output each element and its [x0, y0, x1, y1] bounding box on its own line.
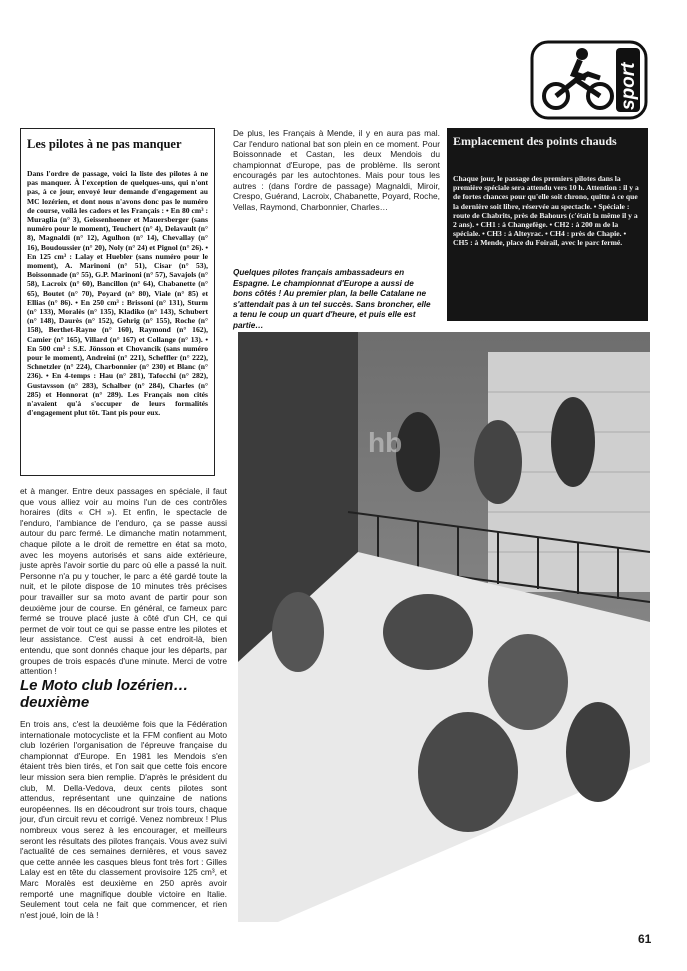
points-chauds-text: Chaque jour, le passage des premiers pilotes dans la première spéciale sera attendu vers 10 h. Attention : il y a de fortes chances pour qu'elle soit chrono, quitte à ce que la dernière soit libre, réservée au spectacle. • Spéciale : route de Chabrits, près de Bahours (c'était la même il y a 2 ans). • CH1 : à Changefège. • CH2 : à 200 m de la spéciale. • CH3 : à Alteyrac. • CH4 : près de Chapie. • CH5 : à Mende, place du Foirail, avec le parc fermé. — [453, 174, 639, 248]
sport-logo-text: sport — [618, 62, 639, 110]
photo-watermark: hb — [368, 427, 403, 458]
points-chauds-title: Emplacement des points chauds — [453, 134, 617, 148]
sport-logo — [530, 40, 648, 120]
pilotes-box — [20, 128, 215, 476]
article-text-left-2: En trois ans, c'est la deuxième fois que la Fédération internationale motocycliste et la FFM confient au Moto club lozérien l'organisation de l'épreuve française du championnat d'Europe. En 1981 les Mendois s'en étaient très bien tirés, et l'on sait que cette fois encore leur mission sera bien remplie. D'après le président du club, M. Della-Vedova, deux cents pilotes sont attendus, représentant une quinzaine de nations européennes. Ils en découdront sur trois tours, chaque jour, d'un circuit revu et corrigé. Venez nombreux ! Plus nombreux vous serez à les encourager, et meilleurs seront les résultats des pilotes français. Vous avez suivi l'actualité de ces semaines dernières, et vous savez que cette année les casques bleus font très fort : Gilles Lalay est en tête du classement provisoire 125 cm³, et Marc Moralès est deuxième en 250 après avoir remporté une magnifique double victoire en Italie. Seulement tout cela ne fait que commencer, et rien n'est joué, loin de là ! — [20, 719, 227, 920]
pilotes-box-text: Dans l'ordre de passage, voici la liste des pilotes à ne pas manquer. À l'exception de quelques-uns, qui n'ont pas, à ce jour, envoyé leur demande d'engagement au MC lozérien, et dont nous n'avons donc pas le numéro de course, voilà les cadors et les Français : • En 80 cm³ : Muraglia (n° 3), Geissenhoener et Mauersberger (sans numéro pour le moment), Teuchert (n° 4), Delavault (n° 8), Magnaldi (n° 12), Agulhon (n° 14), Chevallay (n° 16), Boudoussier (n° 20), Noly (n° 24) et Pignol (n° 26). • En 125 cm³ : Lalay et Huebler (sans numéro pour le moment), A. Marinoni (n° 51), Cisar (n° 53), Boissonnade (n° 55), G.P. Marinoni (n° 57), Savajols (n° 58), Lacroix (n° 60), Bancillon (n° 64), Chabanette (n° 65), Boutet (n° 70), Poyard (n° 80), Viale (n° 85) et Ellias (n° 86). • En 250 cm³ : Brissoni (n° 131), Sturm (n° 133), Moralès (n° 135), Kladiko (n° 143), Schubert (n° 148), Daurès (n° 152), Gehrig (n° 155), Roche (n° 158), Berthet-Rayne (n° 160), Raymond (n° 162), Camier (n° 165), Villard (n° 167) et Collange (n° 13). • En 500 cm³ : S.E. Jönsson et Chovancik (sans numéro pour le moment), Andreini (n° 221), Scheffler (n° 222), Schnetzler (n° 224), Charbonnier (n° 230) et Blanc (n° 236). • En 4-temps : Hau (n° 281), Tafocchi (n° 282), Gustavsson (n° 283), Schalber (n° 284), Charles (n° 285) et Honnorat (n° 289). Les Français non cités n'avaient qu'à s'occuper de leurs formalités d'engagement plut tôt. Tant pis pour eux. — [27, 169, 208, 418]
article-text-middle: De plus, les Français à Mende, il y en aura pas mal. Car l'enduro national bat son plein en ce moment. Pour Boissonnade et Castan, les deux Mendois du championnat d'Europe, pas de problème. Ils seront encouragés par les autochtones. Mais pour tous les autres : (dans l'ordre de passage) Magnaldi, Miroir, Crespo, Guérand, Lacroix, Chabanette, Poyard, Roche, Vellas, Raymond, Charbonnier, Charles… — [233, 128, 440, 212]
points-chauds-box — [447, 128, 648, 321]
pilotes-box-title: Les pilotes à ne pas manquer — [27, 137, 182, 151]
article-headline: Le Moto club lozérien… deuxième — [20, 677, 189, 711]
riders-poolside-photo — [238, 332, 650, 922]
photo-caption: Quelques pilotes français ambassadeurs en Espagne. Le championnat d'Europe a aussi de bons côtés ! Au premier plan, la belle Catalane ne s'attendait pas à un tel succès. Sans broncher, elle a tenu le coup un quart d'heure, et puis elle est partie… — [233, 268, 431, 330]
article-text-left: et à manger. Entre deux passages en spéciale, il faut que vous alliez voir au moins l'un de ces contrôles horaires (dits « CH »). Et enfin, le spectacle de l'enduro, l'ambiance de l'enduro, ça se passe aussi autour du parc fermé. Le dimanche matin notamment, chaque pilote a le droit de remettre en état sa moto, avec les moyens autorisés et sans aide extérieure, juste après l'avoir sortie du parc où elle a passé la nuit. Personne n'a pu y toucher, le parc a été gardé toute la nuit, et le pilote dispose de 10 minutes très précises pour travailler sur sa moto avant de partir pour son deuxième jour de course. En général, ce fameux parc fermé se trouve placé juste à côté d'un CH, ce qui permet de voir tout ce qui se passe entre les pilotes et leur assistance. C'est aussi à cet endroit-là, bien entendu, que sont donnés chaque jour les départs, par groupes de trois espacés d'une minute. Merci de votre attention ! — [20, 486, 227, 677]
page-number: 61 — [638, 932, 652, 946]
